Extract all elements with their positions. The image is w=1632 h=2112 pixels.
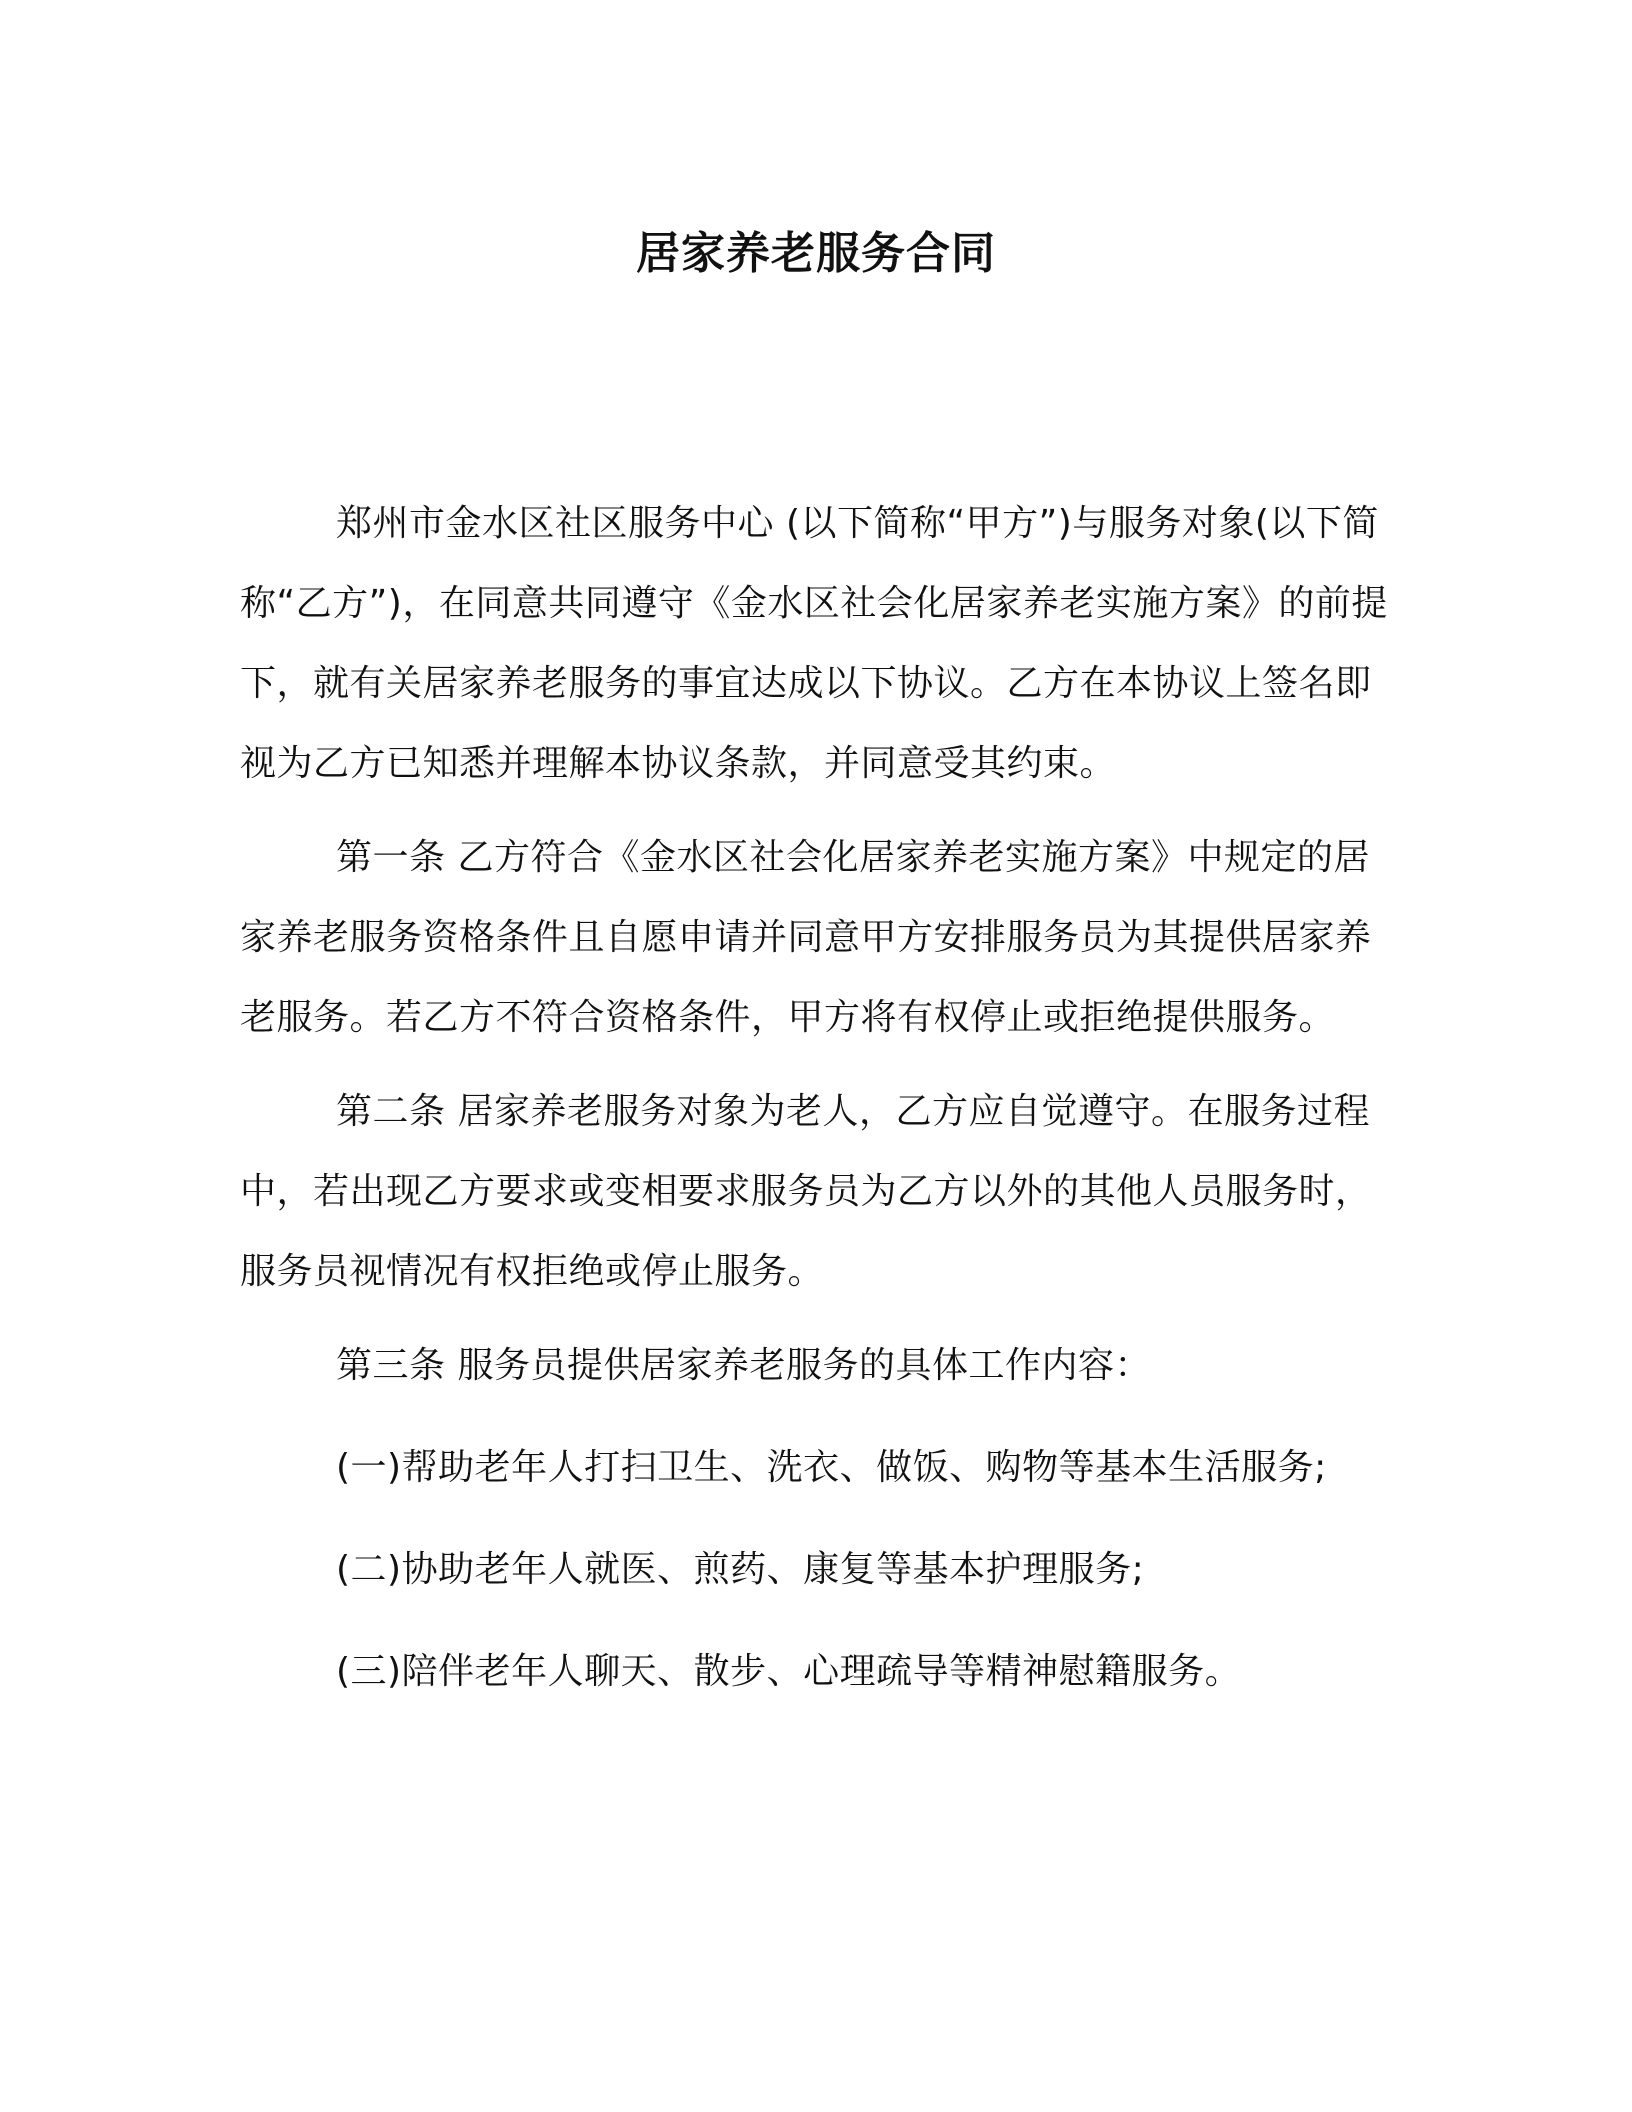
paragraph-preamble [240, 484, 1400, 804]
paragraph-text: 第一条 乙方符合《金水区社会化居家养老实施方案》中规定的居家养老服务资格条件且自愿申请并同意甲方安排服务员为其提供居家养老服务。若乙方不符合资格条件，甲方将有权停止或拒绝提供服务。 [240, 837, 1372, 1038]
document-title: 居家养老服务合同 [636, 228, 996, 279]
paragraph-article-1 [240, 818, 1400, 1058]
list-item-1 [240, 1428, 1400, 1508]
list-item-3 [240, 1632, 1400, 1712]
paragraph-text: 郑州市金水区社区服务中心 (以下简称“甲方”)与服务对象(以下简称“乙方”)，在同意共同遵守《金水区社会化居家养老实施方案》的前提下，就有关居家养老服务的事宜达成以下协议。乙方在本协议上签名即视为乙方已知悉并理解本协议条款，并同意受其约束。 [240, 503, 1388, 784]
paragraph-article-3 [240, 1326, 1400, 1406]
paragraph-text: 第二条 居家养老服务对象为老人，乙方应自觉遵守。在服务过程中，若出现乙方要求或变相要求服务员为乙方以外的其他人员服务时，服务员视情况有权拒绝或停止服务。 [240, 1091, 1372, 1292]
list-item-2 [240, 1530, 1400, 1610]
list-item-text: (一)帮助老年人打扫卫生、洗衣、做饭、购物等基本生活服务; [336, 1447, 1327, 1488]
list-item-text: (二)协助老年人就医、煎药、康复等基本护理服务; [336, 1549, 1145, 1590]
paragraph-article-2 [240, 1072, 1400, 1312]
paragraph-text: 第三条 服务员提供居家养老服务的具体工作内容： [336, 1345, 1151, 1386]
list-item-text: (三)陪伴老年人聊天、散步、心理疏导等精神慰籍服务。 [336, 1651, 1242, 1692]
